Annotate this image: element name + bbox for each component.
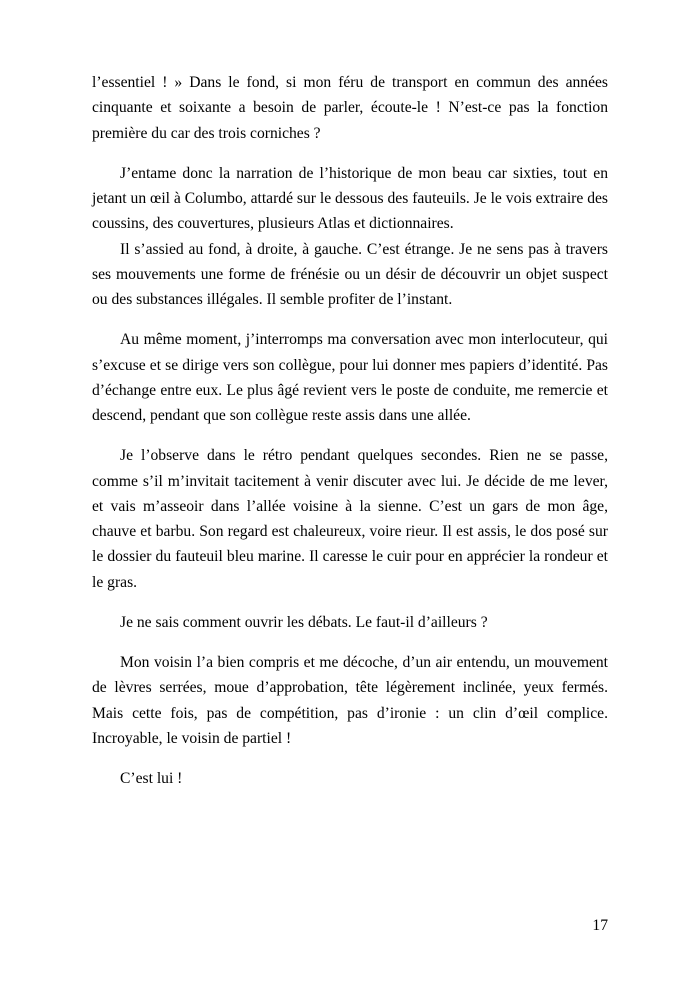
paragraph: J’entame donc la narration de l’historique de mon beau car sixties, tout en jetant un œil à Columbo, attardé sur le dessous des fauteuils. Je le vois extraire des coussins, des couvertures, plusieurs Atlas et dictionnaires. [92, 164, 608, 233]
paragraph: Je l’observe dans le rétro pendant quelques secondes. Rien ne se passe, comme s’il m’invitait tacitement à venir discuter avec lui. Je décide de me lever, et vais m’asseoir dans l’allée voisine à la sienne. C’est un gars de mon âge, chauve et barbu. Son regard est chaleureux, voire rieur. Il est assis, le dos posé sur le dossier du fauteuil bleu marine. Il caresse le cuir pour en apprécier la rondeur et le gras. [92, 447, 608, 591]
paragraph: Mon voisin l’a bien compris et me décoche, d’un air entendu, un mouvement de lèvres serrées, moue d’approbation, tête légèrement inclinée, yeux fermés. Mais cette fois, pas de compétition, pas d’ironie : un clin d’œil complice. Incroyable, le voisin de partiel ! [92, 654, 608, 747]
paragraph: C’est lui ! [120, 770, 183, 787]
page-number: 17 [592, 917, 608, 935]
paragraph: Au même moment, j’interromps ma conversation avec mon interlocuteur, qui s’excuse et se dirige vers son collègue, pour lui donner mes papiers d’identité. Pas d’échange entre eux. Le plus âgé revient vers le poste de conduite, me remercie et descend, pendant que son collègue reste assis dans une allée. [92, 331, 608, 424]
paragraph: Il s’assied au fond, à droite, à gauche. C’est étrange. Je ne sens pas à travers ses mouvements une forme de frénésie ou un désir de découvrir un objet suspect ou des substances illégales. Il semble profiter de l’instant. [92, 240, 608, 308]
paragraph: Je ne sais comment ouvrir les débats. Le faut-il d’ailleurs ? [120, 613, 488, 631]
page-body [92, 70, 608, 791]
paragraph: l’essentiel ! » Dans le fond, si mon féru de transport en commun des années cinquante et soixante a besoin de parler, écoute-le ! N’est-ce pas la fonction première du car des trois corniches ? [92, 74, 608, 142]
